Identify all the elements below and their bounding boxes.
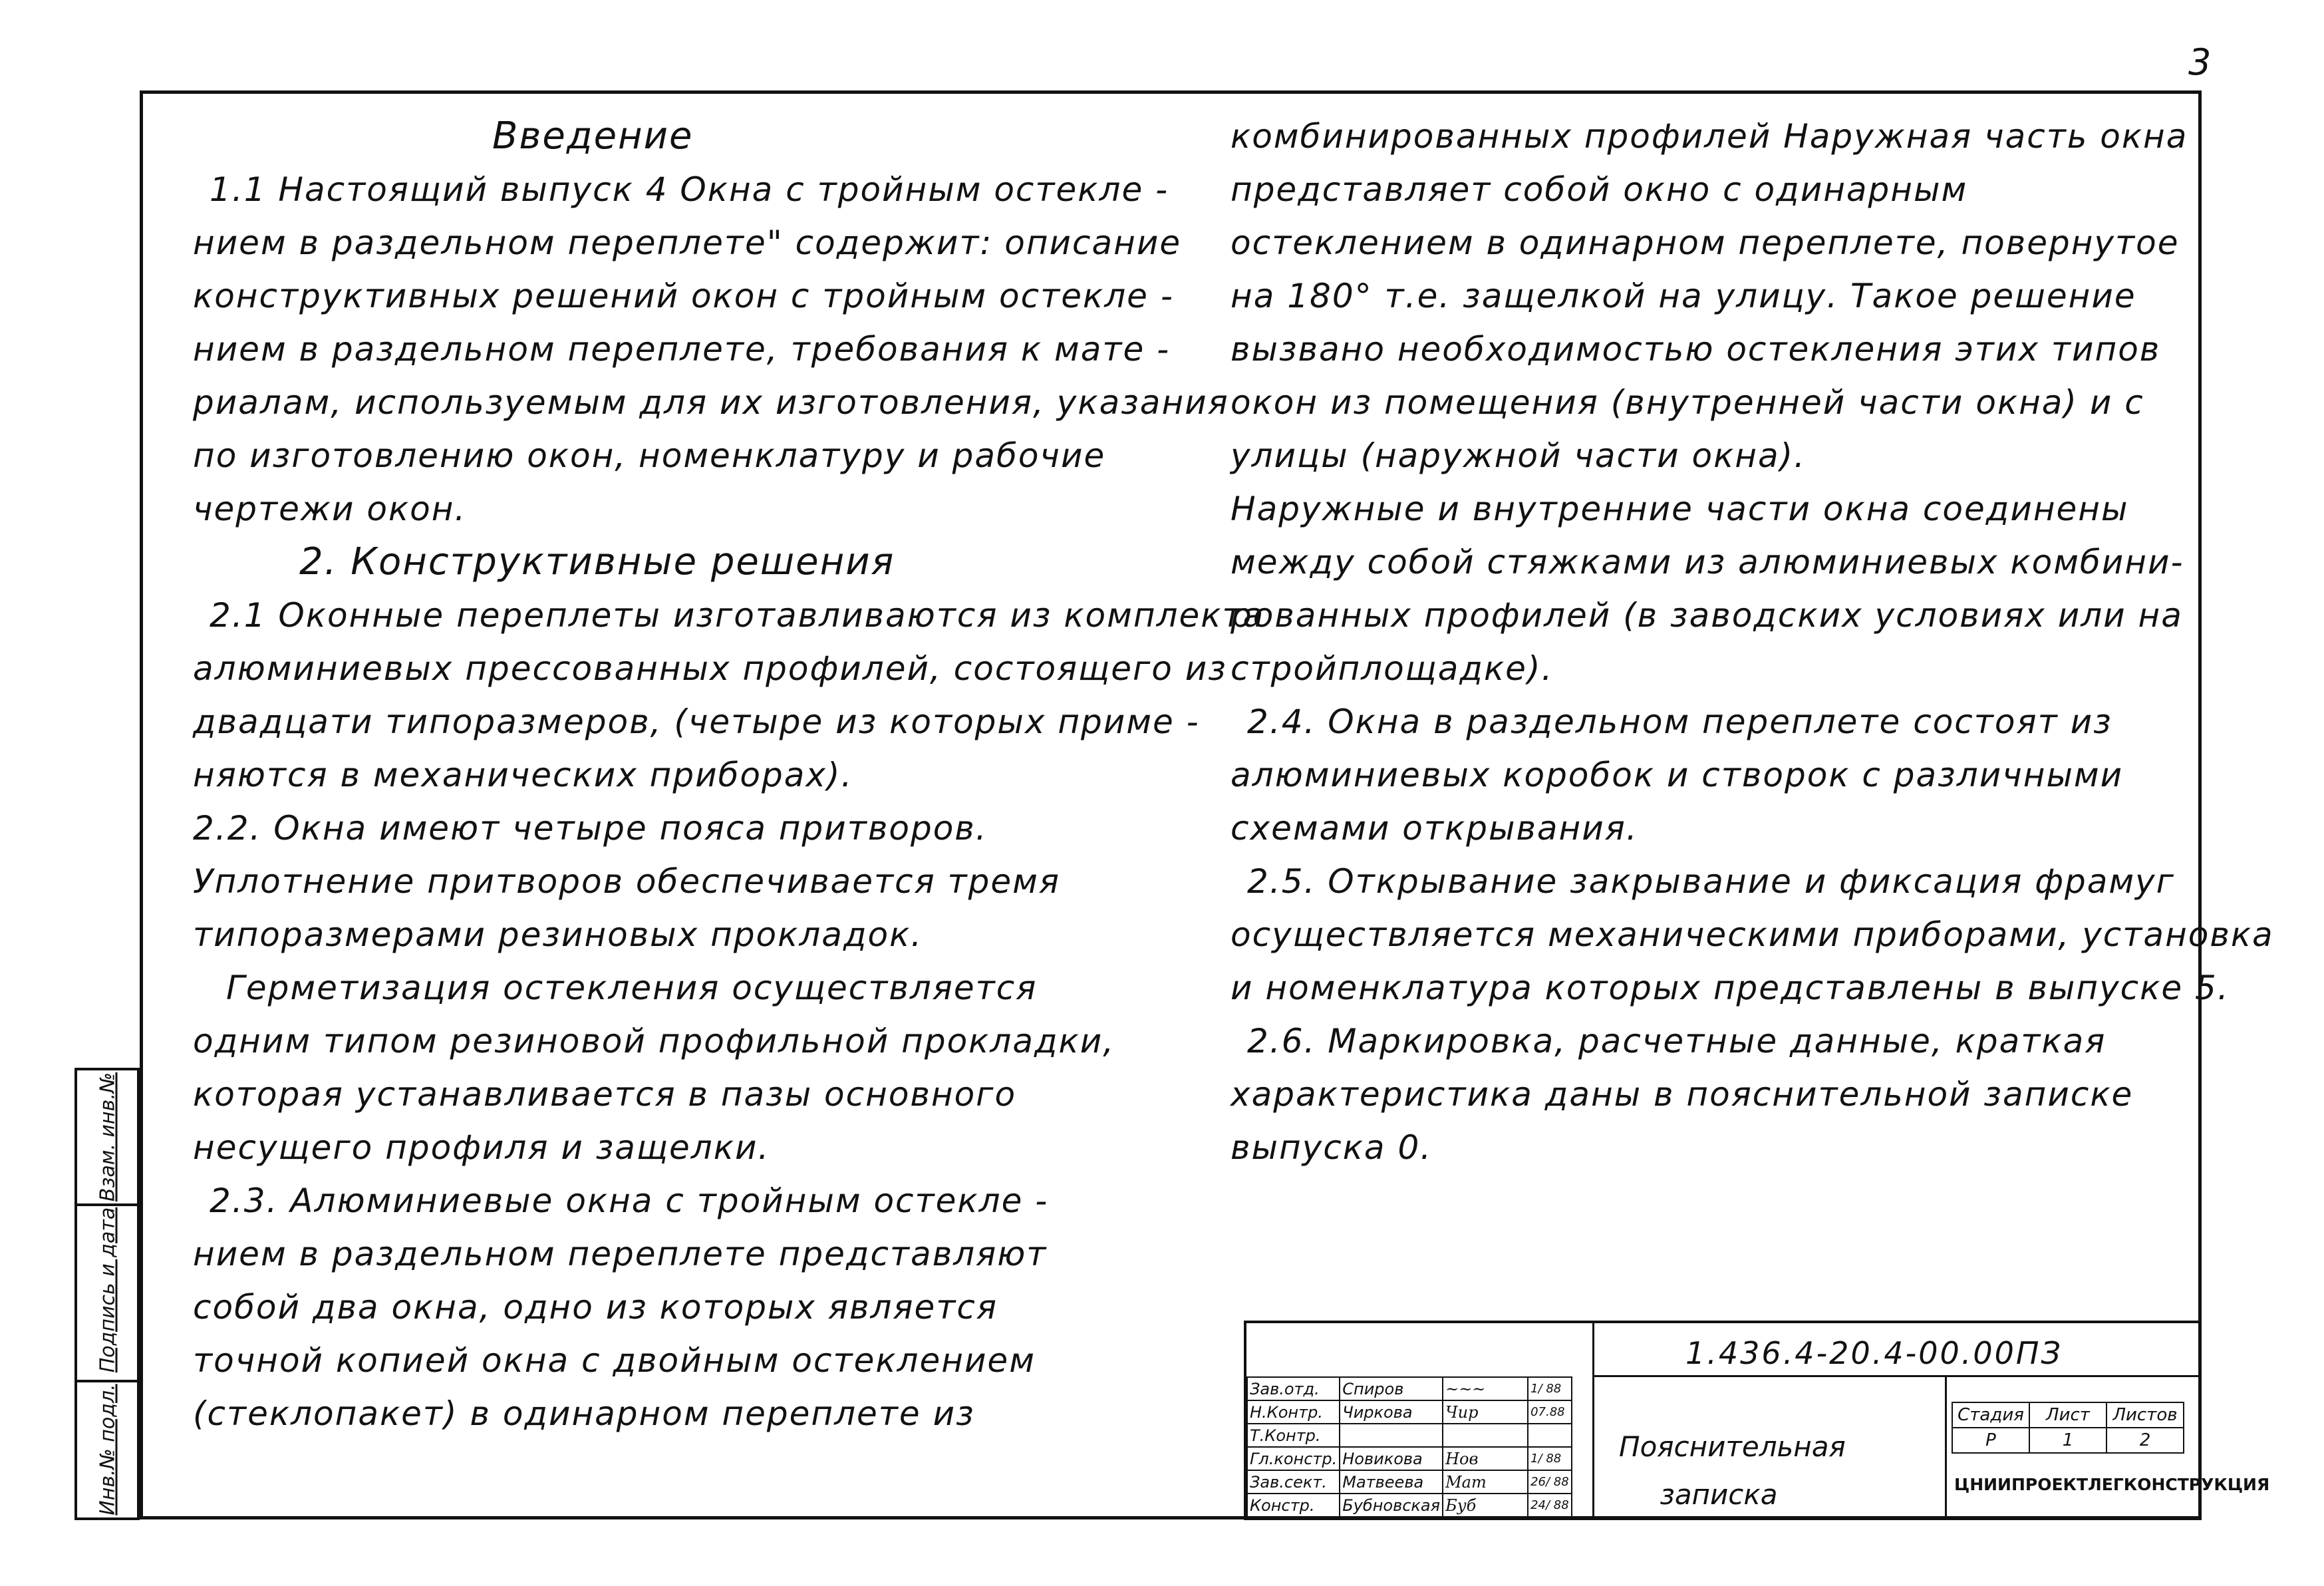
binding-strip	[74, 1068, 140, 1520]
section-heading: 2. Конструктивные решения	[299, 540, 895, 583]
document-code: 1.436.4-20.4-00.00ПЗ	[1685, 1335, 2063, 1371]
text-line: выпуска 0.	[1231, 1128, 1433, 1167]
text-line: вызвано необходимостью остекления этих типов	[1231, 330, 2161, 369]
role-cell: Н.Контр.	[1247, 1400, 1340, 1424]
text-line: двадцати типоразмеров, (четыре из которых приме -	[193, 703, 1200, 741]
title-block-divider	[1592, 1323, 1594, 1517]
text-line: представляет собой окно с одинарным	[1231, 170, 1968, 209]
text-line: собой два окна, одно из которых является	[193, 1288, 998, 1327]
text-line: нием в раздельном переплете" содержит: описание	[193, 224, 1182, 262]
date-cell	[1528, 1424, 1572, 1447]
role-cell: Зав.отд.	[1247, 1377, 1340, 1400]
date-cell: 26/ 88	[1528, 1470, 1572, 1494]
text-line: улицы (наружной части окна).	[1231, 436, 1807, 475]
text-line: 2.4. Окна в раздельном переплете состоят из	[1247, 703, 2112, 741]
role-cell: Констр.	[1247, 1494, 1340, 1517]
text-line: несущего профиля и защелки.	[193, 1128, 770, 1167]
left-column	[193, 110, 1264, 1440]
stage-table	[1952, 1402, 2184, 1454]
signature-cell: Мат	[1443, 1470, 1528, 1494]
organization-name: ЦНИИПРОЕКТЛЕГКОНСТРУКЦИЯ	[1954, 1475, 2270, 1494]
text-line: 2.6. Маркировка, расчетные данные, краткая	[1247, 1022, 2106, 1060]
signature-row	[1247, 1377, 1572, 1400]
page-number: 3	[2188, 41, 2212, 83]
text-line: по изготовлению окон, номенклатуру и рабочие	[193, 436, 1106, 475]
text-line: Герметизация остекления осуществляется	[226, 969, 1038, 1007]
text-line: схемами открывания.	[1231, 809, 1638, 848]
text-line: осуществляется механическими приборами, установка	[1231, 915, 2274, 954]
name-cell: Спиров	[1340, 1377, 1443, 1400]
replacement-inventory-label: Взам. инв.№	[96, 1072, 120, 1202]
text-line: Уплотнение притворов обеспечивается тремя	[193, 862, 1060, 901]
text-line: окон из помещения (внутренней части окна) и с	[1231, 383, 2144, 422]
signature-date-label: Подпись и дата	[96, 1207, 120, 1373]
text-line: и номенклатура которых представлены в выпуске 5.	[1231, 969, 2230, 1007]
signature-cell: ~~~	[1443, 1377, 1528, 1400]
text-line: одним типом резиновой профильной прокладки,	[193, 1022, 1115, 1060]
text-line: 1.1 Настоящий выпуск 4 Окна с тройным остекле -	[210, 170, 1169, 209]
strip-divider	[77, 1203, 140, 1206]
sheet-value: 1	[2029, 1428, 2106, 1453]
text-line: Наружные и внутренние части окна соединены	[1231, 490, 2129, 528]
text-line: на 180° т.е. защелкой на улицу. Такое решение	[1231, 277, 2136, 315]
text-line: остеклением в одинарном переплете, повернутое	[1231, 224, 2180, 262]
text-line: типоразмерами резиновых прокладок.	[193, 915, 923, 954]
name-cell	[1340, 1424, 1443, 1447]
text-line: чертежи окон.	[193, 490, 467, 528]
date-cell: 1/ 88	[1528, 1447, 1572, 1470]
stage-header-row	[1952, 1402, 2184, 1428]
inventory-number-label: Инв.№ подл.	[96, 1384, 120, 1515]
role-cell: Гл.констр.	[1247, 1447, 1340, 1470]
sheets-header: Листов	[2106, 1402, 2184, 1428]
role-cell: Т.Контр.	[1247, 1424, 1340, 1447]
intro-heading: Введение	[492, 114, 694, 158]
right-column	[1231, 110, 2274, 1174]
name-cell: Матвеева	[1340, 1470, 1443, 1494]
text-line: 2.1 Оконные переплеты изготавливаются из комплекта	[210, 596, 1265, 635]
signature-row	[1247, 1424, 1572, 1447]
text-line: 2.5. Открывание закрывание и фиксация фрамуг	[1247, 862, 2175, 901]
date-cell: 24/ 88	[1528, 1494, 1572, 1517]
sheets-value: 2	[2106, 1428, 2184, 1453]
title-block-divider	[1592, 1375, 2199, 1377]
signature-cell: Нов	[1443, 1447, 1528, 1470]
text-line: алюминиевых прессованных профилей, состоящего из	[193, 649, 1227, 688]
text-line: няются в механических приборах).	[193, 756, 853, 794]
text-line: рованных профилей (в заводских условиях или на	[1231, 596, 2183, 635]
sheet-header: Лист	[2029, 1402, 2106, 1428]
text-line: которая устанавливается в пазы основного	[193, 1075, 1017, 1114]
text-line: 2.2. Окна имеют четыре пояса притворов.	[193, 809, 988, 848]
text-line: нием в раздельном переплете представляют	[193, 1235, 1048, 1273]
signature-table	[1246, 1376, 1572, 1517]
document-name: Пояснительная записка	[1619, 1430, 1846, 1511]
name-cell: Бубновская	[1340, 1494, 1443, 1517]
strip-divider	[77, 1380, 140, 1382]
signature-cell	[1443, 1424, 1528, 1447]
text-line: комбинированных профилей Наружная часть окна	[1231, 117, 2188, 156]
stage-value-row	[1952, 1428, 2184, 1453]
stage-header: Стадия	[1952, 1402, 2029, 1428]
stage-value: Р	[1952, 1428, 2029, 1453]
text-line: между собой стяжками из алюминиевых комбини-	[1231, 543, 2184, 581]
signature-row	[1247, 1494, 1572, 1517]
role-cell: Зав.сект.	[1247, 1470, 1340, 1494]
text-line: алюминиевых коробок и створок с различными	[1231, 756, 2124, 794]
text-line: (стеклопакет) в одинарном переплете из	[193, 1394, 975, 1433]
signature-row	[1247, 1400, 1572, 1424]
signature-cell: Чир	[1443, 1400, 1528, 1424]
name-cell: Новикова	[1340, 1447, 1443, 1470]
date-cell: 1/ 88	[1528, 1377, 1572, 1400]
text-line: риалам, используемым для их изготовления, указания	[193, 383, 1229, 422]
text-line: стройплощадке).	[1231, 649, 1554, 688]
signature-row	[1247, 1470, 1572, 1494]
date-cell: 07.88	[1528, 1400, 1572, 1424]
title-block	[1244, 1321, 2270, 1520]
title-block-divider	[1945, 1375, 1947, 1517]
text-line: нием в раздельном переплете, требования к мате -	[193, 330, 1171, 369]
text-line: 2.3. Алюминиевые окна с тройным остекле -	[210, 1182, 1049, 1220]
name-cell: Чиркова	[1340, 1400, 1443, 1424]
text-line: точной копией окна с двойным остеклением	[193, 1341, 1036, 1380]
text-line: характеристика даны в пояснительной записке	[1231, 1075, 2134, 1114]
text-line: конструктивных решений окон с тройным остекле -	[193, 277, 1174, 315]
signature-cell: Буб	[1443, 1494, 1528, 1517]
signature-row	[1247, 1447, 1572, 1470]
